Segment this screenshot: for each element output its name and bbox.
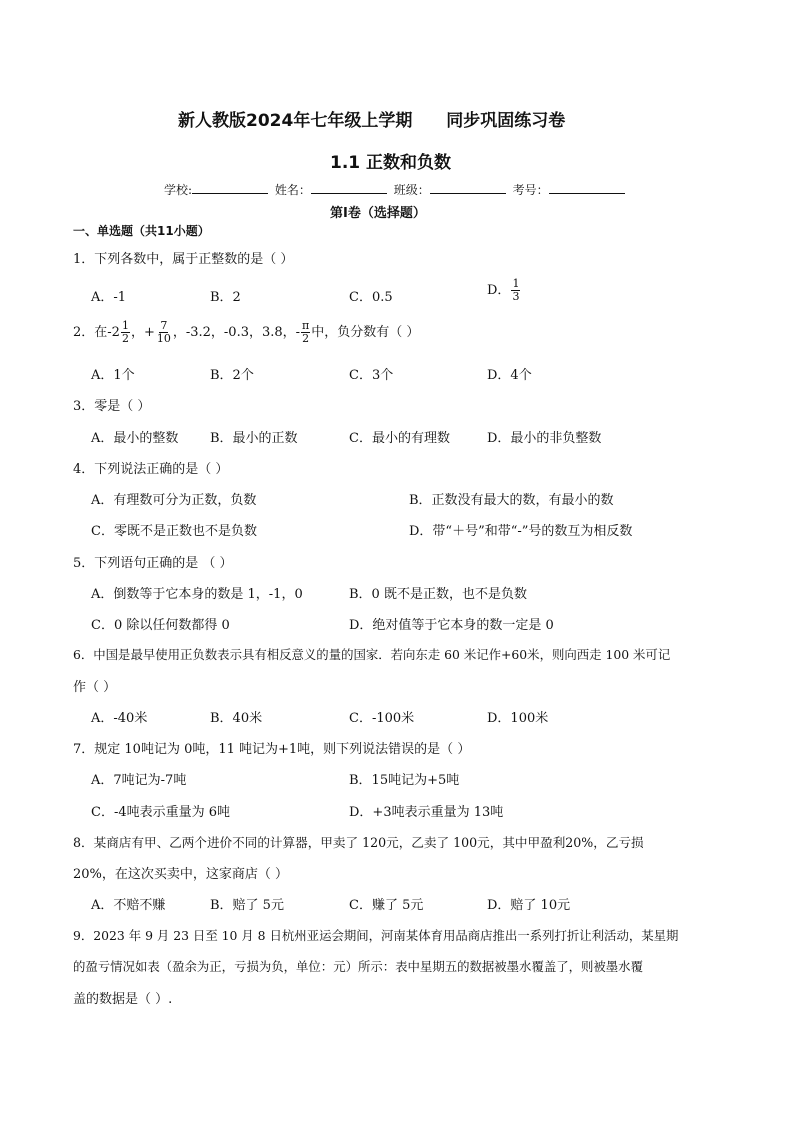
question-2-stem: 2．在-2 $\frac{1}{2}$ ，+ $\frac{7}{10}$ ，-3.2，-0.3，3.8，- $\frac{\pi}{2}$ 中，负分数有（ ） — [73, 319, 420, 345]
field-school: 学校: — [164, 183, 268, 197]
q7-option-b[interactable]: B．15吨记为+5吨 — [349, 773, 460, 788]
q8-option-b[interactable]: B．赔了 5元 — [210, 898, 284, 913]
page-title — [178, 106, 565, 131]
fraction-one-half: $\frac{1}{2}$ — [121, 319, 129, 345]
question-1-stem: 1．下列各数中，属于正整数的是（ ） — [73, 252, 294, 267]
fraction-one-third: $\frac{1}{3}$ — [512, 277, 520, 303]
q3-option-c[interactable]: C．最小的有理数 — [349, 431, 450, 446]
q6-option-a[interactable]: A．-40米 — [91, 711, 148, 726]
question-9-stem-line-1: 9．2023 年 9 月 23 日至 10 月 8 日杭州亚运会期间，河南某体育用品商店推出一系列打折让利活动，某星期 — [73, 928, 679, 943]
q7-option-c[interactable]: C．-4吨表示重量为 6吨 — [91, 805, 231, 820]
question-4-stem: 4．下列说法正确的是（ ） — [73, 462, 229, 477]
q8-option-c[interactable]: C．赚了 5元 — [349, 898, 424, 913]
question-8-stem-line-1: 8．某商店有甲、乙两个进价不同的计算器，甲卖了 120元，乙卖了 100元，其中甲盈利20%，乙亏损 — [73, 835, 644, 850]
q7-option-d[interactable]: D．+3吨表示重量为 13吨 — [349, 805, 504, 820]
q4-option-c[interactable]: C．零既不是正数也不是负数 — [91, 524, 257, 539]
q1-option-d[interactable] — [487, 278, 521, 303]
q4-option-b[interactable]: B．正数没有最大的数，有最小的数 — [409, 493, 614, 508]
school-blank[interactable] — [192, 181, 268, 194]
question-9-stem-line-3: 盖的数据是（ ）. — [73, 992, 173, 1007]
fraction-seven-tenths: $\frac{7}{10}$ — [156, 319, 171, 345]
q4-option-a[interactable]: A．有理数可分为正数，负数 — [91, 493, 257, 508]
q5-option-a[interactable]: A．倒数等于它本身的数是 1，-1，0 — [91, 587, 303, 602]
question-8-stem-line-2: 20%，在这次买卖中，这家商店（ ） — [73, 867, 289, 882]
q8-option-d[interactable]: D．赔了 10元 — [487, 898, 571, 913]
q6-option-b[interactable]: B．40米 — [210, 711, 263, 726]
question-6-stem-line-2: 作（ ） — [73, 680, 117, 695]
q7-option-a[interactable]: A．7吨记为-7吨 — [91, 773, 187, 788]
section-heading: 一、单选题（共11小题） — [73, 224, 210, 238]
title-main: 新人教版2024年七年级上学期 — [178, 111, 413, 131]
question-6-stem-line-1: 6．中国是最早使用正负数表示具有相反意义的量的国家．若向东走 60 米记作+60米，则向西走 100 米可记 — [73, 647, 671, 662]
name-blank[interactable] — [311, 181, 387, 194]
question-3-stem: 3．零是（ ） — [73, 399, 151, 414]
q2-option-d[interactable]: D．4个 — [487, 368, 532, 383]
volume-heading: 第I卷（选择题） — [330, 206, 426, 221]
q1-option-d-label: D． — [487, 283, 511, 298]
title-side: 同步巩固练习卷 — [446, 111, 566, 131]
q8-option-a[interactable]: A．不赔不赚 — [91, 898, 166, 913]
q5-option-d[interactable]: D．绝对值等于它本身的数一定是 0 — [349, 618, 554, 633]
q3-option-d[interactable]: D．最小的非负整数 — [487, 431, 602, 446]
question-5-stem: 5．下列语句正确的是 （ ） — [73, 556, 233, 571]
q5-option-c[interactable]: C．0 除以任何数都得 0 — [91, 618, 230, 633]
question-9-stem-line-2: 的盈亏情况如表（盈余为正，亏损为负，单位：元）所示：表中星期五的数据被墨水覆盖了，则被墨水覆 — [73, 959, 643, 974]
class-blank[interactable] — [430, 181, 506, 194]
q1-option-b[interactable]: B．2 — [210, 290, 241, 305]
field-class: 班级： — [394, 183, 506, 197]
field-name: 姓名： — [275, 183, 387, 197]
page-subtitle: 1.1 正数和负数 — [330, 153, 452, 173]
fraction-pi-over-two: $\frac{\pi}{2}$ — [302, 319, 310, 345]
q2-option-b[interactable]: B．2个 — [210, 368, 254, 383]
field-exam-number: 考号： — [513, 183, 625, 197]
q1-option-a[interactable]: A．-1 — [91, 290, 127, 305]
q2-option-a[interactable]: A．1个 — [91, 368, 135, 383]
question-7-stem: 7．规定 10吨记为 0吨，11 吨记为+1吨，则下列说法错误的是（ ） — [73, 742, 471, 757]
q3-option-a[interactable]: A．最小的整数 — [91, 431, 179, 446]
q6-option-d[interactable]: D．100米 — [487, 711, 549, 726]
q1-option-c[interactable]: C．0.5 — [349, 290, 393, 305]
q5-option-b[interactable]: B．0 既不是正数，也不是负数 — [349, 587, 527, 602]
student-info-fields — [164, 181, 625, 198]
q4-option-d[interactable]: D．带“＋号”和带“-”号的数互为相反数 — [409, 524, 633, 539]
q6-option-c[interactable]: C．-100米 — [349, 711, 415, 726]
q3-option-b[interactable]: B．最小的正数 — [210, 431, 298, 446]
exam-number-blank[interactable] — [549, 181, 625, 194]
q2-option-c[interactable]: C．3个 — [349, 368, 394, 383]
